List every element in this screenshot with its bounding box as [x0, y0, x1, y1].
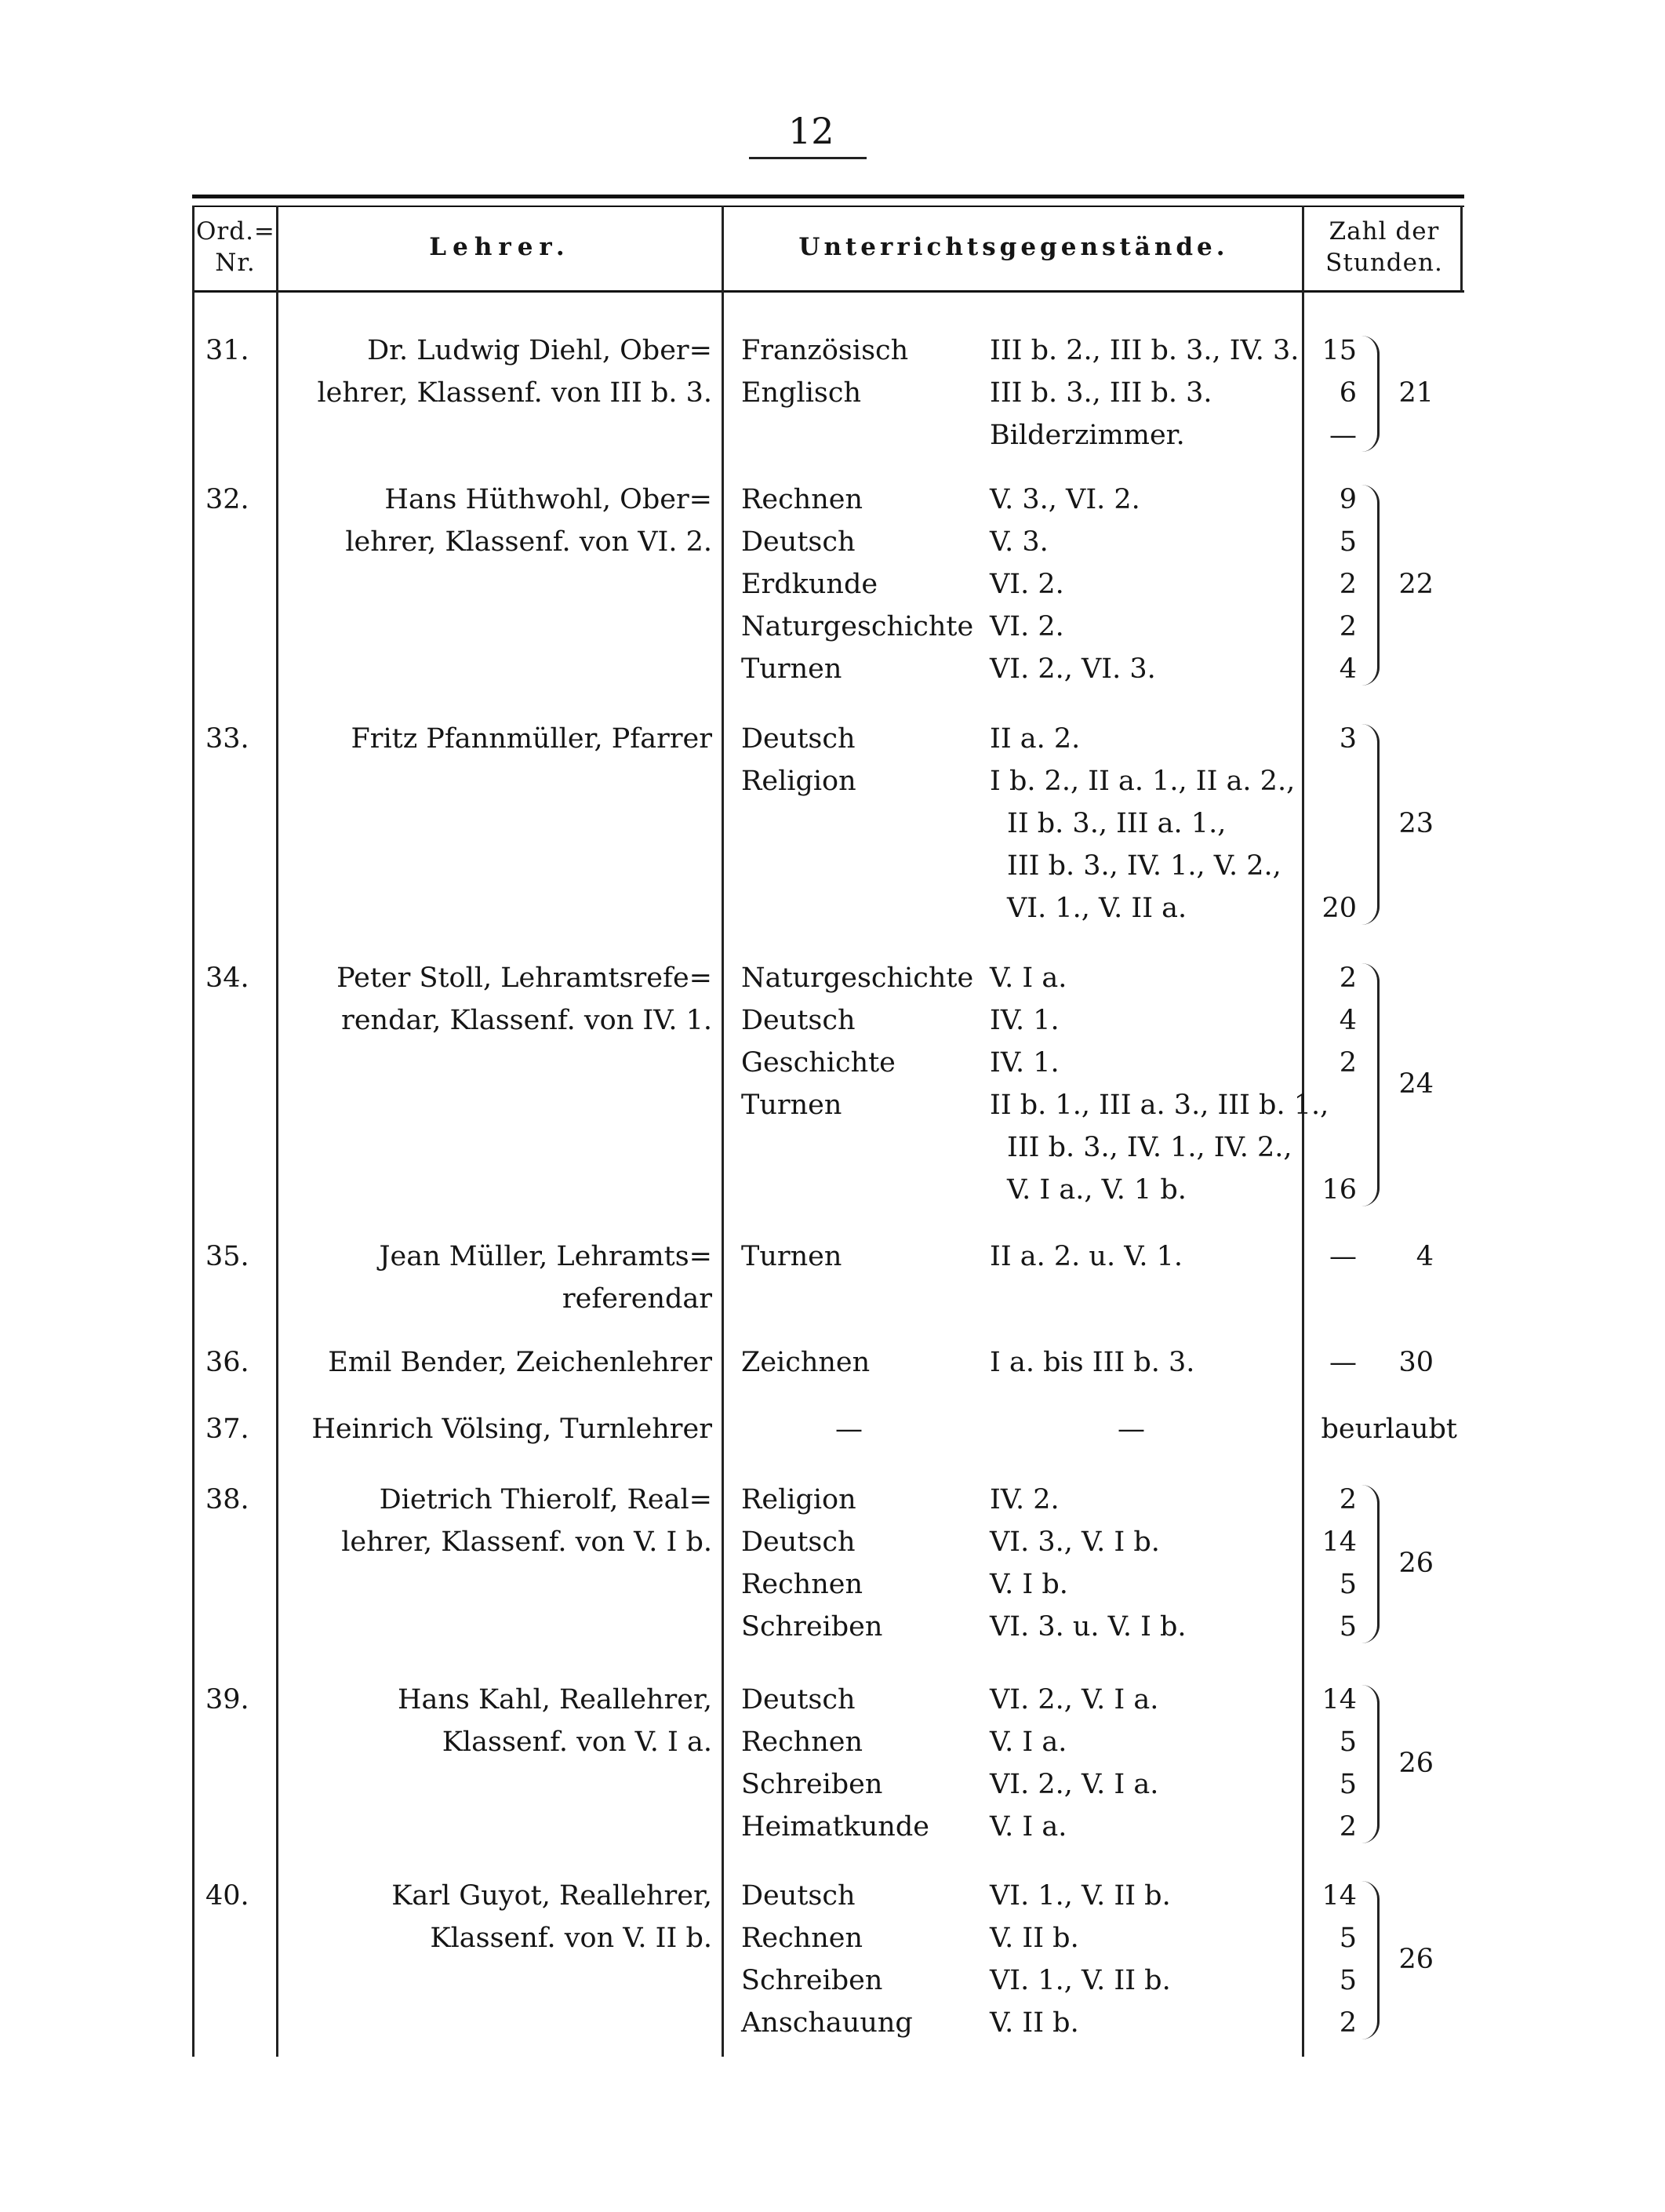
ord-nr: 34.: [205, 962, 249, 994]
class-list: V. 3.: [990, 526, 1049, 558]
subject: Englisch: [741, 377, 861, 409]
total-hours: 26: [1398, 1944, 1434, 1975]
subject: Rechnen: [741, 1923, 863, 1954]
class-list: V. I b.: [990, 1569, 1068, 1600]
subject: Turnen: [741, 653, 842, 685]
class-list: II a. 2. u. V. 1.: [990, 1241, 1183, 1272]
total-hours: 23: [1398, 808, 1434, 839]
teacher-name: Emil Bender, Zeichenlehrer: [328, 1347, 712, 1378]
class-list: VI. 2., VI. 3.: [990, 653, 1156, 685]
hours-value: 2: [1339, 1811, 1357, 1843]
total-hours: 24: [1398, 1068, 1434, 1100]
column-divider: [1302, 206, 1304, 2057]
header-unterricht: Unterrichtsgegenstände.: [798, 233, 1229, 261]
class-list: —: [1118, 1413, 1145, 1445]
class-list: V. II b.: [990, 2007, 1079, 2039]
class-list: VI. 2., V. I a.: [990, 1684, 1159, 1715]
table-top-rule: [192, 195, 1464, 198]
teacher-name: Jean Müller, Lehramts=: [379, 1241, 712, 1272]
hours-value: 20: [1321, 893, 1357, 924]
subject: Deutsch: [741, 1880, 856, 1912]
hours-value: 4: [1339, 1005, 1357, 1036]
class-list: IV. 1.: [990, 1047, 1060, 1079]
header-ord-nr: [196, 216, 274, 278]
class-list: VI. 1., V. II a.: [1007, 893, 1187, 924]
subject: Turnen: [741, 1241, 842, 1272]
teacher-name: Dietrich Thierolf, Real=: [379, 1484, 712, 1515]
subject: Naturgeschichte: [741, 962, 974, 994]
hours-value: 14: [1321, 1526, 1357, 1558]
class-list: VI. 2.: [990, 611, 1064, 642]
header-zahl-line2: Stunden.: [1325, 249, 1443, 277]
class-list: Bilderzimmer.: [990, 420, 1185, 451]
ord-nr: 36.: [205, 1347, 249, 1378]
hours-value: 5: [1339, 1769, 1357, 1800]
subject: Rechnen: [741, 484, 863, 515]
hours-brace: [1361, 1881, 1380, 2039]
page-number: 12: [788, 110, 834, 152]
total-hours: 4: [1416, 1241, 1434, 1272]
class-list: I a. bis III b. 3.: [990, 1347, 1195, 1378]
class-list: VI. 3. u. V. I b.: [990, 1611, 1187, 1643]
total-hours: 30: [1398, 1347, 1434, 1378]
header-zahl-line1: Zahl der: [1329, 217, 1440, 246]
teacher-name: Klassenf. von V. I a.: [442, 1726, 712, 1758]
total-hours: 22: [1398, 569, 1434, 600]
ord-nr: 38.: [205, 1484, 249, 1515]
ord-nr: 39.: [205, 1684, 249, 1715]
hours-value: 3: [1339, 723, 1357, 755]
hours-brace: [1361, 336, 1380, 452]
subject: Deutsch: [741, 1005, 856, 1036]
subject: —: [835, 1413, 863, 1445]
ord-nr: 31.: [205, 335, 249, 366]
class-list: VI. 1., V. II b.: [990, 1880, 1171, 1912]
hours-value: 2: [1339, 2007, 1357, 2039]
teacher-name: lehrer, Klassenf. von III b. 3.: [317, 377, 712, 409]
subject: Geschichte: [741, 1047, 896, 1079]
column-divider: [722, 206, 724, 2057]
hours-value: 2: [1339, 1047, 1357, 1079]
hours-value: 5: [1339, 1726, 1357, 1758]
table-header-rule: [192, 290, 1464, 293]
header-ord-line2: Nr.: [215, 249, 256, 277]
class-list: III b. 3., IV. 1., IV. 2.,: [1007, 1132, 1292, 1163]
page-number-rule: [749, 157, 867, 159]
hours-value: —: [1329, 420, 1357, 451]
class-list: III b. 2., III b. 3., IV. 3.: [990, 335, 1300, 366]
hours-value: —: [1329, 1241, 1357, 1272]
hours-brace: [1361, 1685, 1380, 1843]
hours-value: 5: [1339, 1923, 1357, 1954]
hours-value: —: [1329, 1347, 1357, 1378]
header-zahl: [1306, 216, 1463, 278]
hours-value: 14: [1321, 1880, 1357, 1912]
hours-value: 2: [1339, 569, 1357, 600]
teacher-name: Hans Hüthwohl, Ober=: [384, 484, 712, 515]
class-list: V. I a.: [990, 1726, 1067, 1758]
ord-nr: 33.: [205, 723, 249, 755]
teacher-name: Karl Guyot, Reallehrer,: [391, 1880, 712, 1912]
subject: Erdkunde: [741, 569, 878, 600]
ord-nr: 37.: [205, 1413, 249, 1445]
subject: Schreiben: [741, 1965, 883, 1996]
class-list: VI. 1., V. II b.: [990, 1965, 1171, 1996]
class-list: V. II b.: [990, 1923, 1079, 1954]
teacher-name: Klassenf. von V. II b.: [430, 1923, 712, 1954]
hours-brace: [1361, 963, 1380, 1206]
header-lehrer: Lehrer.: [429, 233, 571, 261]
column-divider: [276, 206, 278, 2057]
subject: Deutsch: [741, 1684, 856, 1715]
header-ord-line1: Ord.=: [196, 217, 275, 246]
teacher-name: Hans Kahl, Reallehrer,: [397, 1684, 712, 1715]
class-list: V. I a.: [990, 962, 1067, 994]
hours-value: 5: [1339, 1965, 1357, 1996]
subject: Deutsch: [741, 526, 856, 558]
class-list: V. I a., V. 1 b.: [1007, 1174, 1187, 1206]
subject: Rechnen: [741, 1726, 863, 1758]
total-hours: beurlaubt: [1321, 1413, 1457, 1445]
hours-value: 2: [1339, 962, 1357, 994]
subject: Deutsch: [741, 723, 856, 755]
subject: Religion: [741, 1484, 856, 1515]
class-list: VI. 3., V. I b.: [990, 1526, 1160, 1558]
subject: Turnen: [741, 1090, 842, 1121]
hours-value: 16: [1321, 1174, 1357, 1206]
ord-nr: 35.: [205, 1241, 249, 1272]
table-top-rule-thin: [192, 206, 1464, 207]
class-list: III b. 3., III b. 3.: [990, 377, 1212, 409]
subject: Französisch: [741, 335, 909, 366]
class-list: III b. 3., IV. 1., V. 2.,: [1007, 850, 1281, 882]
total-hours: 26: [1398, 1748, 1434, 1779]
teacher-name: Dr. Ludwig Diehl, Ober=: [367, 335, 712, 366]
subject: Zeichnen: [741, 1347, 871, 1378]
hours-value: 9: [1339, 484, 1357, 515]
teacher-name: lehrer, Klassenf. von V. I b.: [341, 1526, 712, 1558]
subject: Rechnen: [741, 1569, 863, 1600]
class-list: II a. 2.: [990, 723, 1081, 755]
subject: Schreiben: [741, 1769, 883, 1800]
hours-value: 2: [1339, 1484, 1357, 1515]
column-divider: [192, 206, 194, 2057]
hours-value: 4: [1339, 653, 1357, 685]
subject: Schreiben: [741, 1611, 883, 1643]
class-list: V. 3., VI. 2.: [990, 484, 1140, 515]
ord-nr: 40.: [205, 1880, 249, 1912]
ord-nr: 32.: [205, 484, 249, 515]
class-list: II b. 1., III a. 3., III b. 1.,: [990, 1090, 1329, 1121]
class-list: II b. 3., III a. 1.,: [1007, 808, 1227, 839]
class-list: I b. 2., II a. 1., II a. 2.,: [990, 766, 1296, 797]
teacher-name: rendar, Klassenf. von IV. 1.: [341, 1005, 712, 1036]
hours-value: 6: [1339, 377, 1357, 409]
subject: Religion: [741, 766, 856, 797]
hours-value: 5: [1339, 1569, 1357, 1600]
teacher-name: Peter Stoll, Lehramtsrefe=: [336, 962, 712, 994]
hours-value: 5: [1339, 1611, 1357, 1643]
subject: Anschauung: [741, 2007, 913, 2039]
subject: Heimatkunde: [741, 1811, 929, 1843]
teacher-name: referendar: [562, 1283, 712, 1315]
hours-brace: [1361, 1485, 1380, 1643]
teacher-name: lehrer, Klassenf. von VI. 2.: [345, 526, 712, 558]
hours-value: 15: [1321, 335, 1357, 366]
teacher-name: Fritz Pfannmüller, Pfarrer: [351, 723, 712, 755]
hours-value: 5: [1339, 526, 1357, 558]
hours-brace: [1361, 485, 1380, 686]
class-list: IV. 1.: [990, 1005, 1060, 1036]
teacher-name: Heinrich Völsing, Turnlehrer: [311, 1413, 712, 1445]
total-hours: 26: [1398, 1548, 1434, 1579]
class-list: VI. 2., V. I a.: [990, 1769, 1159, 1800]
hours-brace: [1361, 724, 1380, 925]
subject: Deutsch: [741, 1526, 856, 1558]
class-list: VI. 2.: [990, 569, 1064, 600]
hours-value: 2: [1339, 611, 1357, 642]
hours-value: 14: [1321, 1684, 1357, 1715]
class-list: V. I a.: [990, 1811, 1067, 1843]
class-list: IV. 2.: [990, 1484, 1060, 1515]
total-hours: 21: [1398, 377, 1434, 409]
subject: Naturgeschichte: [741, 611, 974, 642]
